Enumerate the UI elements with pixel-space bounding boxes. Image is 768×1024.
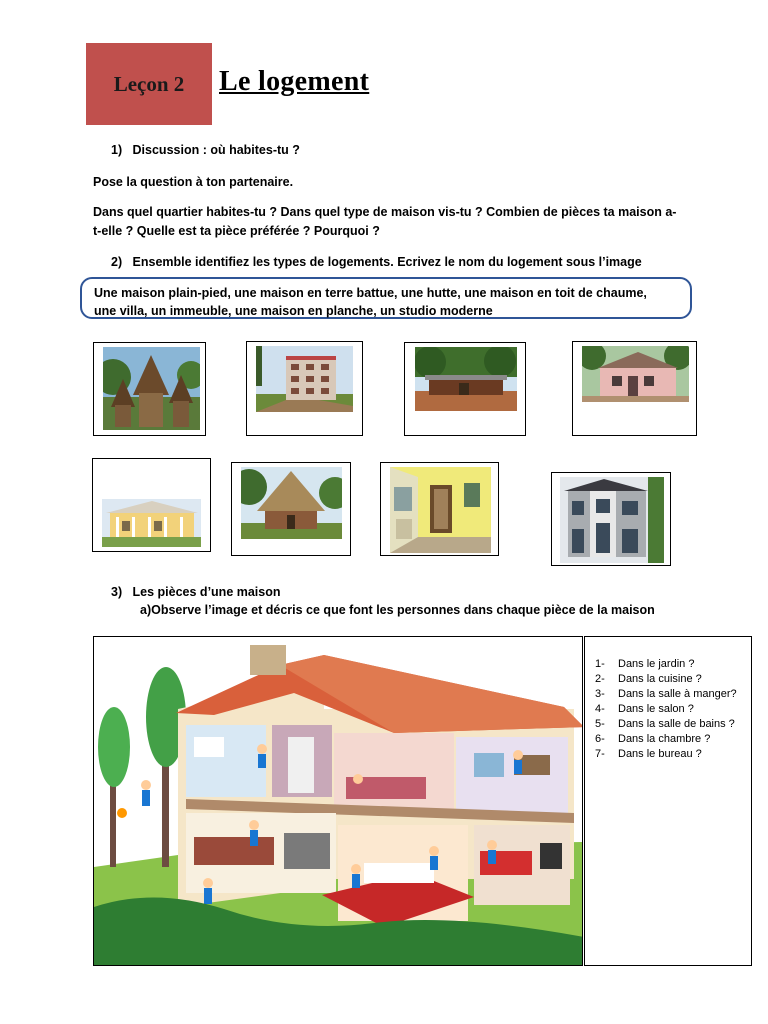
photo-yellow-villa <box>102 499 201 547</box>
question-item <box>595 657 751 672</box>
section1-heading: 1) Discussion : où habites-tu ? <box>111 143 300 157</box>
question-text: Dans la cuisine ? <box>618 673 702 685</box>
question-item <box>595 687 751 702</box>
photo-frame-8 <box>551 472 671 566</box>
question-number: 3- <box>595 688 605 700</box>
question-number: 6- <box>595 733 605 745</box>
question-item <box>595 717 751 732</box>
section1-questions-line1: Dans quel quartier habites-tu ? Dans quel type de maison vis-tu ? Combien de pièces ta maison a- <box>93 205 677 219</box>
question-number: 4- <box>595 703 605 715</box>
photo-frame-4 <box>572 341 697 436</box>
question-text: Dans la chambre ? <box>618 733 711 745</box>
question-item <box>595 747 751 762</box>
question-text: Dans le jardin ? <box>618 658 695 670</box>
question-number: 1- <box>595 658 605 670</box>
photo-modern-studio <box>390 467 491 553</box>
question-item <box>595 672 751 687</box>
word-bank-box <box>80 277 692 319</box>
photo-frame-1 <box>93 342 206 436</box>
photo-frame-3 <box>404 342 526 436</box>
photo-apartment-building <box>256 346 353 412</box>
photo-frame-7 <box>380 462 499 556</box>
question-number: 7- <box>595 748 605 760</box>
word-bank-line2: une villa, un immeuble, une maison en planche, un studio moderne <box>94 304 493 318</box>
questions-list <box>585 637 751 762</box>
question-text: Dans le salon ? <box>618 703 694 715</box>
section3-heading: 3) Les pièces d’une maison <box>111 585 281 599</box>
photo-pink-house <box>582 346 689 402</box>
lesson-label: Leçon 2 <box>113 71 185 96</box>
section2-heading: 2) Ensemble identifiez les types de logements. Ecrivez le nom du logement sous l’image <box>111 255 642 269</box>
house-illustration <box>93 636 583 966</box>
section1-instruction: Pose la question à ton partenaire. <box>93 175 294 189</box>
photo-frame-6 <box>231 462 351 556</box>
photo-plank-house <box>415 347 517 411</box>
photo-frame-2 <box>246 341 363 436</box>
question-text: Dans le bureau ? <box>618 748 702 760</box>
page-title: Le logement <box>219 66 370 97</box>
question-text: Dans la salle de bains ? <box>618 718 735 730</box>
section3-subheading: a)Observe l’image et décris ce que font les personnes dans chaque pièce de la maison <box>140 603 655 617</box>
word-bank-line1: Une maison plain-pied, une maison en terre battue, une hutte, une maison en toit de chaume, <box>94 286 647 300</box>
photo-thatched-roof-house <box>241 467 342 539</box>
questions-box <box>584 636 752 966</box>
photo-frame-5 <box>92 458 211 552</box>
question-number: 2- <box>595 673 605 685</box>
photo-grey-villa <box>560 477 664 563</box>
question-item <box>595 732 751 747</box>
question-number: 5- <box>595 718 605 730</box>
question-item <box>595 702 751 717</box>
lesson-badge <box>86 43 212 125</box>
question-text: Dans la salle à manger? <box>618 688 737 700</box>
photo-huts <box>103 347 200 430</box>
section1-questions-line2: t-elle ? Quelle est ta pièce préférée ? Pourquoi ? <box>93 224 380 238</box>
